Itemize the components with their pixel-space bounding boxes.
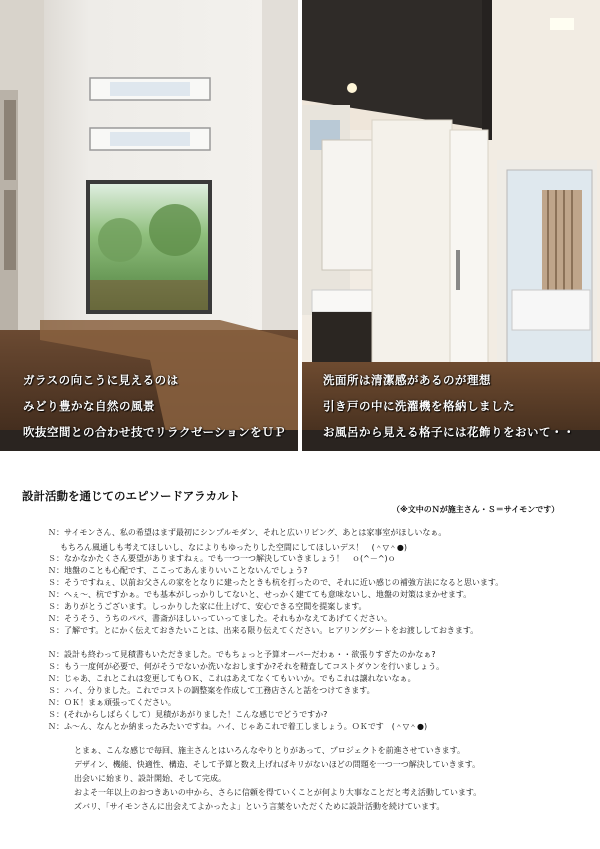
dialogue-line: Ｓ：ハイ、分りました。これでコストの調整案を作成して工務店さんと話をつけてきます。	[48, 686, 375, 695]
closing-line: ズバリ、「サイモンさんに出会えてよかったよ」という言葉をいただくために設計活動を続けています。	[74, 802, 445, 811]
dialogue-line: Ｓ：(それからしばらくして）見積があがりました！こんな感じでどうですか?	[48, 710, 328, 719]
caption-left-line-2: みどり豊かな自然の風景	[23, 399, 155, 413]
caption-right-line-3: お風呂から見える格子には花飾りをおいて・・	[323, 425, 575, 439]
closing-line: デザイン、機能、快適性、構造、そして予算と数え上げればキリがないほどの問題を一つ一つ解決していきます。	[74, 760, 481, 769]
dialogue-line: Ｎ：ＯＫ！まぁ頑張ってください。	[48, 698, 176, 707]
dialogue-line: Ｎ：サイモンさん、私の希望はまず最初にシンプルモダン、それと広いリビング、あとは家事室がほしいなぁ。	[48, 528, 447, 537]
dialogue-line: Ｎ：そうそう、うちのパパ、書斎がほしいっていってました。それもかなえてあげてください。	[48, 614, 392, 623]
speaker-legend-note: （※文中のＮが施主さん・Ｓ＝サイモンです）	[392, 505, 560, 514]
washroom-photo	[302, 0, 600, 451]
dialogue-line: Ｎ：へぇ～、杭ですかぁ。でも基本がしっかりしてないと、せっかく建てても意味ないし、地盤の対策はまかせます。	[48, 590, 472, 599]
dialogue-line: Ｓ：了解です。とにかく伝えておきたいことは、出来る限り伝えてください。ヒアリングシートをお渡ししておきます。	[48, 626, 479, 635]
caption-right-line-1: 洗面所は清潔感があるのが理想	[323, 373, 491, 387]
closing-line: とまぁ、こんな感じで毎回、施主さんとはいろんなやりとりがあって、プロジェクトを前進させていきます。	[74, 746, 465, 755]
dialogue-line: Ｎ：じゃあ、これとこれは変更してもＯＫ、これはあえてなくてもいいか。でもこれは譲れないなぁ。	[48, 674, 416, 683]
dialogue-line: もちろん風通しも考えてほしいし、なによりもゆったりした空間にしてほしいデス！ (＾▽＾●)	[60, 543, 407, 552]
living-room-photo	[0, 0, 298, 451]
caption-left-line-3: 吹抜空間との合わせ技でリラクゼーションをＵＰ	[23, 425, 287, 439]
caption-right-line-2: 引き戸の中に洗濯機を格納しました	[323, 399, 515, 413]
dialogue-line: Ｓ：もう一度何が必要で、何がそうでないか洗いなおしますか?それを精査してコストダウンを行いましょう。	[48, 662, 445, 671]
dialogue-line: Ｎ：地盤のことも心配です、ここってあんまりいいことないんでしょう?	[48, 566, 308, 575]
caption-left-line-1: ガラスの向こうに見えるのは	[23, 373, 179, 387]
dialogue-line: Ｎ：ふ～ん、なんとか納まったみたいですね。ハイ、じゃあこれで着工しましょう。ＯＫです (＾▽＾●)	[48, 722, 428, 731]
closing-line: およそ一年以上のおつきあいの中から、さらに信頼を得ていくことが何より大事なことだと考え活動しています。	[74, 788, 482, 797]
dialogue-line: Ｓ：そうですねぇ、以前お父さんの家をとなりに建ったときも杭を打ったので、それに近い感じの補強方法になると思います。	[48, 578, 504, 587]
section-title: 設計活動を通じてのエピソードアラカルト	[22, 489, 241, 503]
dialogue-line: Ｓ：ありがとうございます。しっかりした家に仕上げて、安心できる空間を提案します。	[48, 602, 367, 611]
dialogue-line: Ｎ：設計も終わって見積書もいただきました。でもちょっと予算オーバーだわぁ・・欲張りすぎたのかなぁ?	[48, 650, 436, 659]
dialogue-line: Ｓ：なかなかたくさん要望がありますねぇ。でも一つ一つ解決していきましょう！ ｏ(^－^)ｏ	[48, 554, 396, 563]
closing-line: 出会いに始まり、設計開始、そして完成。	[74, 774, 226, 783]
